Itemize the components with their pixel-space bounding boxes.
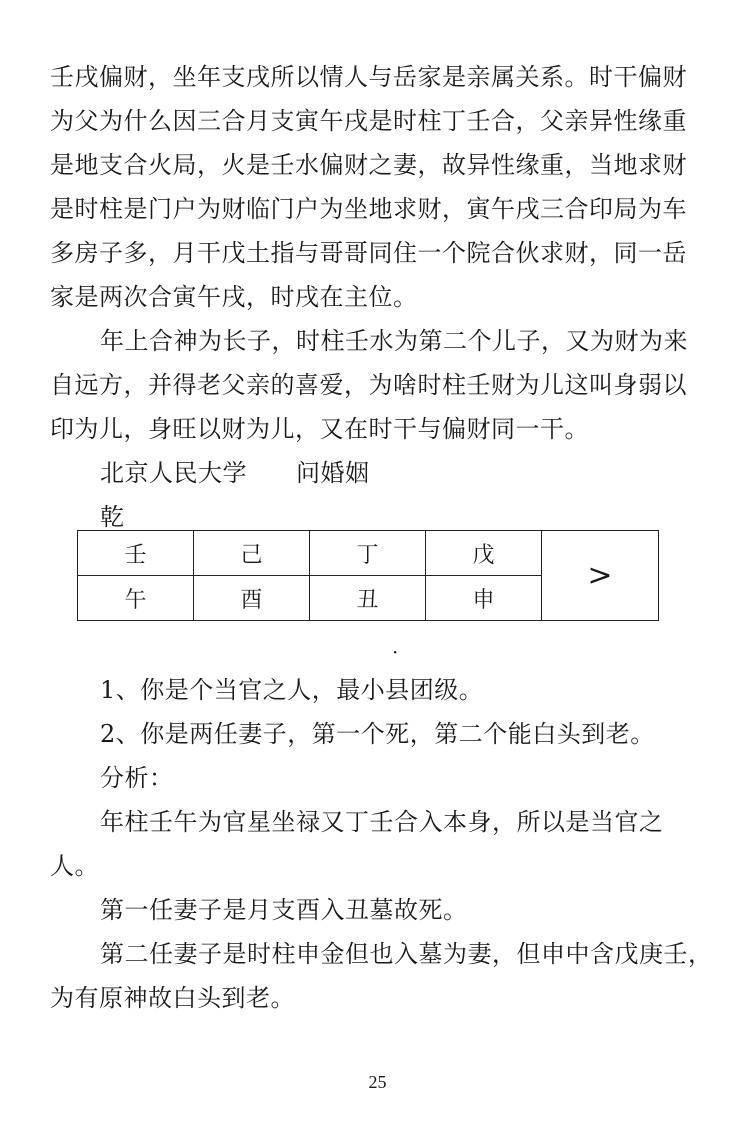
stray-dot: ·	[392, 640, 399, 664]
analysis-label: 分析：	[100, 764, 174, 792]
branch-cell: 丑	[309, 576, 425, 621]
body-line: 人。	[50, 852, 99, 880]
stem-cell: 己	[193, 531, 309, 576]
stem-cell: 丁	[309, 531, 425, 576]
case-heading: 北京人民大学 问婚姻	[100, 459, 370, 487]
body-line: 自远方，并得老父亲的喜爱，为啥时柱壬财为儿这叫身弱以	[50, 371, 687, 399]
body-line: 是地支合火局，火是壬水偏财之妻，故异性缘重，当地求财	[50, 151, 687, 179]
body-line: 为有原神故白头到老。	[50, 984, 295, 1012]
body-line: 年上合神为长子，时柱壬水为第二个儿子，又为财为来	[100, 327, 688, 355]
body-line: 壬戌偏财，坐年支戌所以情人与岳家是亲属关系。时干偏财	[50, 63, 687, 91]
body-line: 是时柱是门户为财临门户为坐地求财，寅午戌三合印局为车	[50, 195, 687, 223]
stems-row	[78, 531, 659, 576]
prediction-line: 2、你是两任妻子，第一个死，第二个能白头到老。	[100, 720, 655, 748]
bazi-chart-table	[77, 530, 659, 621]
body-line: 家是两次合寅午戌，时戌在主位。	[50, 283, 418, 311]
stem-cell: 壬	[78, 531, 194, 576]
body-line: 第二任妻子是时柱申金但也入墓为妻，但申中含戊庚壬，	[100, 940, 713, 968]
body-line: 为父为什么因三合月支寅午戌是时柱丁壬合，父亲异性缘重	[50, 107, 687, 135]
gender-label: 乾	[100, 503, 125, 531]
body-line: 印为儿，身旺以财为儿，又在时干与偏财同一干。	[50, 415, 589, 443]
body-line: 多房子多，月干戊土指与哥哥同住一个院合伙求财，同一岳	[50, 239, 687, 267]
branch-cell: 酉	[193, 576, 309, 621]
prediction-line: 1、你是个当官之人，最小县团级。	[100, 676, 484, 704]
arrow-cell: >	[541, 531, 658, 621]
branch-cell: 午	[78, 576, 194, 621]
stem-cell: 戊	[425, 531, 541, 576]
page-number: 25	[368, 1072, 387, 1092]
body-line: 年柱壬午为官星坐禄又丁壬合入本身，所以是当官之	[100, 808, 664, 836]
body-line: 第一任妻子是月支酉入丑墓故死。	[100, 896, 468, 924]
branch-cell: 申	[425, 576, 541, 621]
